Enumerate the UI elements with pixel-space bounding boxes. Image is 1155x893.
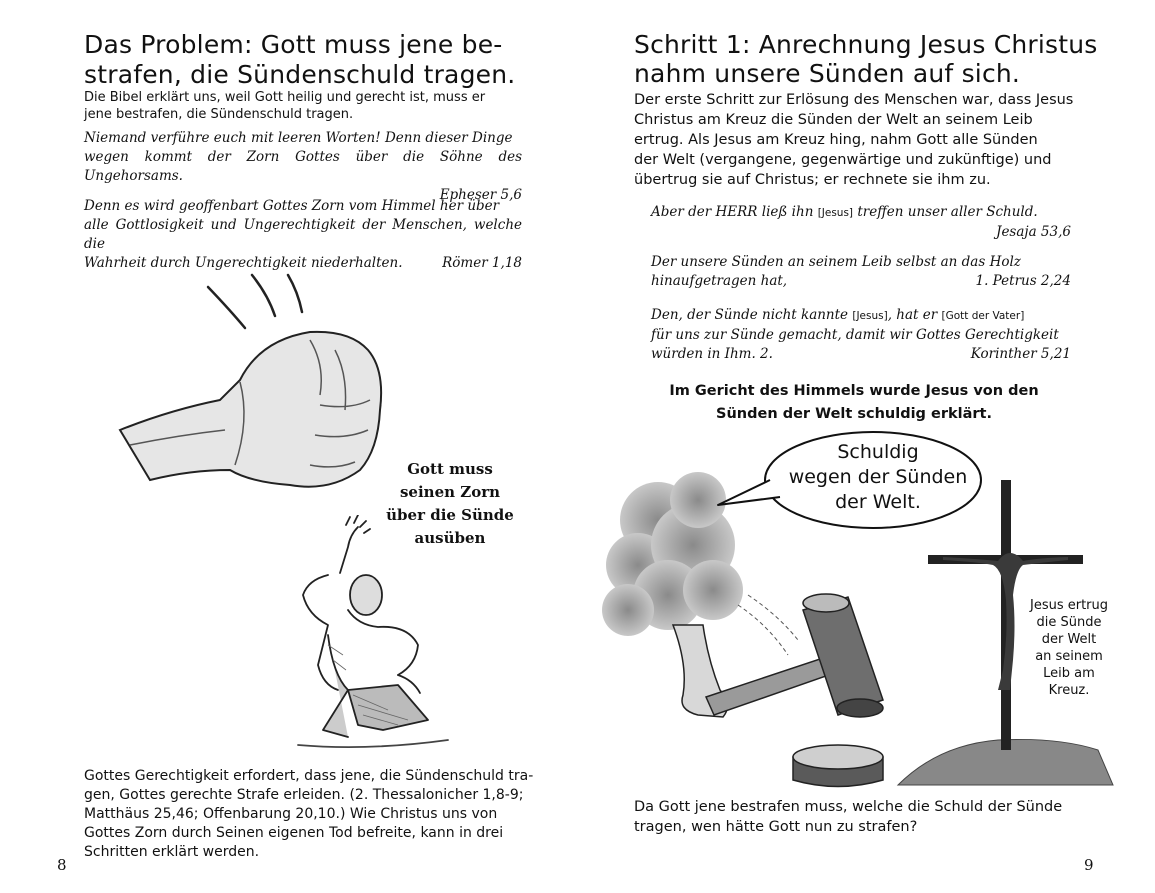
cross-caption-line-3: der Welt (1041, 632, 1097, 647)
right-page (578, 0, 1155, 893)
verse-peter-line-2 (651, 272, 1071, 291)
verse-ephesians-ref: Epheser 5,6 (439, 187, 522, 203)
right-intro-paragraph (634, 90, 1124, 190)
verse-corinthians-line-1 (651, 306, 1071, 326)
head (350, 575, 382, 615)
verse-romans-line-1: Denn es wird geoffenbart Gottes Zorn vom Himmel her über (84, 198, 500, 214)
verse-corinthians-line-3-text: würden in Ihm. 2. (651, 346, 773, 362)
verse-romans-line-2: alle Gottlosigkeit und Ungerechtigkeit der Menschen, welche die (84, 217, 522, 252)
right-closing-line-2: tragen, wen hätte Gott nun zu strafen? (634, 819, 918, 835)
speech-bubble-text (763, 440, 993, 515)
cross-caption-line-6: Kreuz. (1048, 683, 1090, 698)
motion-line-2 (252, 275, 275, 316)
verse-corinthians-text-b: , hat er (887, 307, 938, 323)
fist-shape (120, 332, 381, 487)
verse-isaiah-line-1 (651, 203, 1071, 223)
right-closing-line-1: Da Gott jene bestrafen muss, welche die Schuld der Sünde (634, 799, 1063, 815)
right-intro-line-1: Der erste Schritt zur Erlösung des Menschen war, dass Jesus (634, 92, 1074, 108)
motion-line-3 (288, 275, 302, 312)
court-heading-line-1: Im Gericht des Himmels wurde Jesus von den (669, 383, 1039, 399)
left-title-line-2: strafen, die Sündenschuld tragen. (84, 60, 516, 89)
verse-corinthians-line-2: für uns zur Sünde gemacht, damit wir Gottes Gerechtigkeit (651, 327, 1059, 343)
verse-isaiah-ref: Jesaja 53,6 (996, 224, 1071, 240)
left-closing-line-3: Matthäus 25,46; Offenbarung 20,10.) Wie Christus uns von (84, 806, 498, 822)
left-intro-line-1: Die Bibel erklärt uns, weil Gott heilig und gerecht ist, muss er (84, 90, 486, 105)
verse-corinthians-line-3 (651, 345, 1071, 364)
verse-ephesians (84, 129, 522, 205)
verse-romans (84, 197, 522, 273)
verse-romans-line-3-text: Wahrheit durch Ungerechtigkeit niederhalten. (84, 255, 403, 271)
speech-bubble-line-1: Schuldig (837, 441, 919, 463)
right-intro-line-2: Christus am Kreuz die Sünden der Welt an seinem Leib (634, 112, 1033, 128)
wrath-caption-line-4: ausüben (414, 529, 486, 547)
cloud (602, 472, 743, 636)
speech-bubble-line-3: der Welt. (835, 491, 921, 513)
motion-line-1 (208, 287, 245, 328)
right-title-line-1: Schritt 1: Anrechnung Jesus Christus (634, 30, 1098, 59)
verse-peter-line-2-text: hinaufgetragen hat, (651, 273, 788, 289)
sound-block (793, 745, 883, 787)
cross-caption (1023, 597, 1115, 699)
speech-bubble-line-2: wegen der Sünden (788, 466, 968, 488)
raised-arm (340, 527, 358, 573)
gavel-head (803, 594, 883, 717)
cross-caption-line-1: Jesus ertrug (1029, 598, 1109, 613)
left-closing-line-4: Gottes Zorn durch Seinen eigenen Tod befreite, kann in drei (84, 825, 504, 841)
right-intro-line-5: übertrug sie auf Christus; er rechnete sie ihm zu. (634, 172, 991, 188)
page-number-left: 8 (57, 856, 67, 874)
verse-peter-line-1: Der unsere Sünden an seinem Leib selbst an das Holz (651, 254, 1021, 270)
right-intro-line-3: ertrug. Als Jesus am Kreuz hing, nahm Gott alle Sünden (634, 132, 1038, 148)
left-intro-line-2: jene bestrafen, die Sündenschuld tragen. (84, 107, 354, 122)
verse-isaiah-text-a: Aber der HERR ließ ihn (651, 204, 814, 220)
verse-romans-ref: Römer 1,18 (442, 255, 522, 271)
verse-corinthians-text-a: Den, der Sünde nicht kannte (651, 307, 849, 323)
wrath-caption-line-3: über die Sünde (386, 506, 514, 524)
wrath-caption-line-2: seinen Zorn (399, 483, 501, 501)
verse-isaiah-text-b: treffen unser aller Schuld. (857, 204, 1038, 220)
left-title-line-1: Das Problem: Gott muss jene be- (84, 30, 503, 59)
cross-caption-line-2: die Sünde (1036, 615, 1102, 630)
left-closing-line-5: Schritten erklärt werden. (84, 844, 260, 860)
court-heading (634, 380, 1074, 426)
verse-corinthians-bracket-1: [Jesus] (852, 310, 888, 322)
verse-isaiah (651, 203, 1071, 242)
cross-caption-line-4: an seinem (1035, 649, 1103, 664)
cross-caption-line-5: Leib am (1043, 666, 1095, 681)
kneeling-man-illustration (288, 515, 458, 755)
right-title-line-2: nahm unsere Sünden auf sich. (634, 59, 1021, 88)
left-closing-line-1: Gottes Gerechtigkeit erfordert, dass jene, die Sündenschuld tra- (84, 768, 534, 784)
page-number-right: 9 (1084, 856, 1094, 874)
verse-corinthians-bracket-2: [Gott der Vater] (941, 310, 1025, 322)
verse-corinthians-ref: Korinther 5,21 (970, 346, 1071, 362)
left-closing-line-2: gen, Gottes gerechte Strafe erleiden. (2. Thessalonicher 1,8-9; (84, 787, 524, 803)
court-heading-line-2: Sünden der Welt schuldig erklärt. (716, 406, 992, 422)
verse-peter (651, 253, 1071, 291)
wrath-caption-line-1: Gott muss (407, 460, 493, 478)
legs (348, 685, 428, 730)
right-closing-paragraph (634, 797, 1062, 837)
verse-ephesians-line-1: Niemand verführe euch mit leeren Worten! Denn dieser Dinge (84, 130, 513, 146)
verse-isaiah-bracket: [Jesus] (817, 207, 854, 219)
fist-illustration (110, 270, 400, 500)
left-closing-paragraph (84, 767, 533, 862)
verse-peter-ref: 1. Petrus 2,24 (975, 273, 1071, 289)
right-intro-line-4: der Welt (vergangene, gegenwärtige und zukünftige) und (634, 152, 1052, 168)
verse-corinthians (651, 306, 1071, 364)
verse-ephesians-line-2: wegen kommt der Zorn Gottes über die Söhne des Ungehorsams. (84, 149, 522, 184)
